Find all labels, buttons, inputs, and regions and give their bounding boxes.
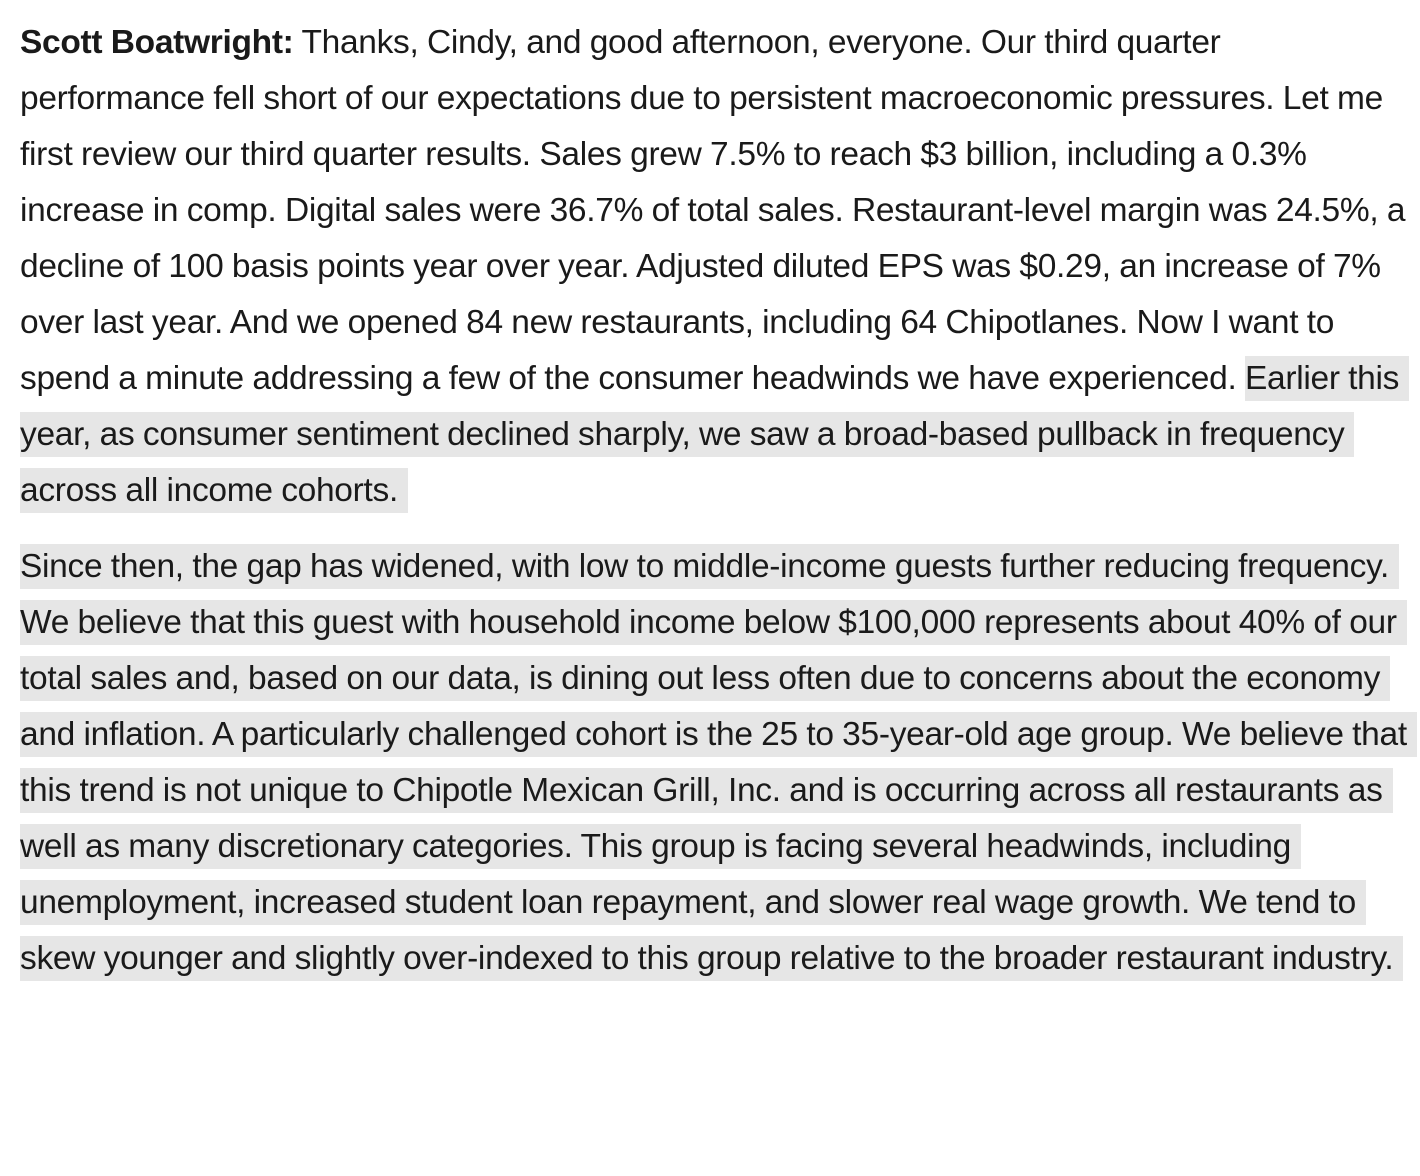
paragraph-1-text: Thanks, Cindy, and good afternoon, everyone. Our third quarter performance fell short of our expectations due to persistent macroeconomic pressures. Let me first review our third quarter results. Sales grew 7.5% to reach $3 billion, including a 0.3% increase in comp. Digital sales were 36.7% of total sales. Restaurant-level margin was 24.5%, a decline of 100 basis points year over year. Adjusted diluted EPS was $0.29, an increase of 7% over last year. And we opened 84 new restaurants, including 64 Chipotlanes. Now I want to spend a minute addressing a few of the consumer headwinds we have experienced. [20,24,1406,397]
highlighted-passage-1: Earlier this year, as consumer sentiment declined sharply, we saw a broad-based pullback in frequency across all income cohorts. [20,356,1409,513]
speaker-name: Scott Boatwright: [20,24,294,61]
highlighted-passage-2: Since then, the gap has widened, with low to middle-income guests further reducing frequency. We believe that this guest with household income below $100,000 represents about 40% of our total sales and, based on our data, is dining out less often due to concerns about the economy and inflation. A particularly challenged cohort is the 25 to 35-year-old age group. We believe that this trend is not unique to Chipotle Mexican Grill, Inc. and is occurring across all restaurants as well as many discretionary categories. This group is facing several headwinds, including unemployment, increased student loan repayment, and slower real wage growth. We tend to skew younger and slightly over-indexed to this group relative to the broader restaurant industry. [20,544,1417,981]
transcript-paragraph-2 [20,539,1412,987]
transcript-paragraph-1 [20,15,1412,519]
transcript-excerpt [20,15,1412,987]
